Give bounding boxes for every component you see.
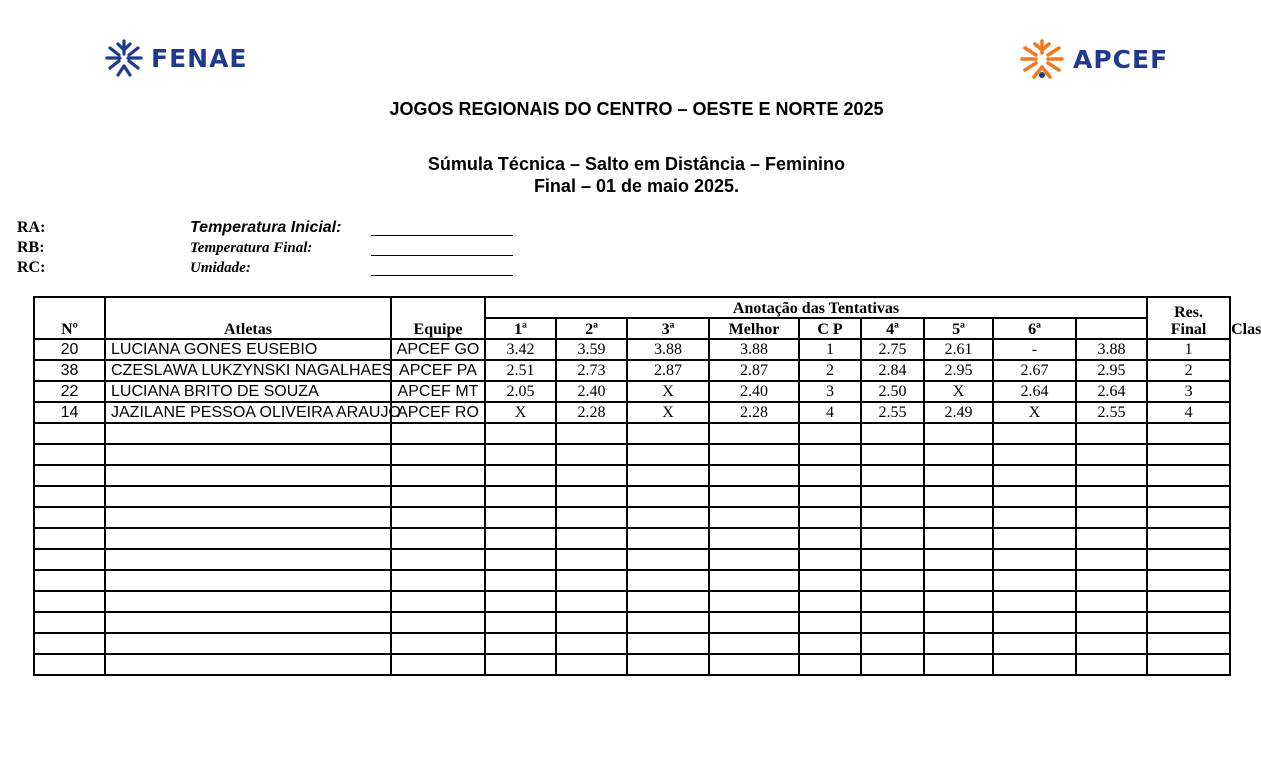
col-t2: 2ª <box>556 318 627 339</box>
empty-cell <box>993 465 1076 486</box>
empty-cell <box>861 465 924 486</box>
empty-cell <box>924 507 993 528</box>
temp-inicial-label: Temperatura Inicial: <box>190 219 342 236</box>
cell-res: 3.88 <box>1076 339 1147 360</box>
empty-cell <box>861 570 924 591</box>
empty-cell <box>485 528 556 549</box>
empty-cell <box>799 633 861 654</box>
empty-cell <box>924 528 993 549</box>
col-t3: 3ª <box>627 318 709 339</box>
empty-row <box>34 486 1230 507</box>
empty-cell <box>799 654 861 675</box>
empty-cell <box>627 612 709 633</box>
cell-equipe: APCEF RO <box>391 402 485 423</box>
empty-cell <box>556 528 627 549</box>
empty-cell <box>799 528 861 549</box>
empty-cell <box>556 423 627 444</box>
results-table <box>33 296 1261 676</box>
cell-melhor: 2.28 <box>709 402 799 423</box>
cell-t3: 2.87 <box>627 360 709 381</box>
cell-clas: 2 <box>1147 360 1230 381</box>
empty-cell <box>993 486 1076 507</box>
empty-cell <box>709 612 799 633</box>
empty-cell <box>485 423 556 444</box>
empty-row <box>34 507 1230 528</box>
cell-t3: X <box>627 402 709 423</box>
empty-cell <box>105 486 391 507</box>
cell-t6: 2.64 <box>993 381 1076 402</box>
empty-row <box>34 465 1230 486</box>
cell-cp: 2 <box>799 360 861 381</box>
empty-cell <box>993 591 1076 612</box>
cell-t2: 3.59 <box>556 339 627 360</box>
empty-cell <box>556 654 627 675</box>
document-date-line: Final – 01 de maio 2025. <box>533 176 740 196</box>
cell-t3: X <box>627 381 709 402</box>
empty-cell <box>627 654 709 675</box>
empty-cell <box>1147 570 1230 591</box>
apcef-star-icon <box>1019 38 1065 80</box>
empty-cell <box>709 528 799 549</box>
empty-cell <box>391 444 485 465</box>
col-melhor: Melhor <box>709 318 799 339</box>
cell-cp: 4 <box>799 402 861 423</box>
empty-cell <box>993 633 1076 654</box>
empty-cell <box>34 654 105 675</box>
apcef-logo <box>1019 38 1168 80</box>
cell-no: 14 <box>34 402 105 423</box>
col-res-final: Res. Final <box>1147 297 1230 339</box>
empty-cell <box>627 486 709 507</box>
empty-cell <box>391 507 485 528</box>
empty-cell <box>105 444 391 465</box>
empty-cell <box>861 591 924 612</box>
empty-cell <box>1076 591 1147 612</box>
empty-cell <box>993 654 1076 675</box>
cell-t4: 2.75 <box>861 339 924 360</box>
empty-cell <box>391 528 485 549</box>
empty-row <box>34 528 1230 549</box>
cell-atleta: CZESLAWA LUKZYNSKI NAGALHAES <box>105 360 391 381</box>
col-cp: C P <box>799 318 861 339</box>
empty-cell <box>993 528 1076 549</box>
cell-melhor: 2.40 <box>709 381 799 402</box>
cell-t4: 2.84 <box>861 360 924 381</box>
empty-cell <box>1076 465 1147 486</box>
empty-cell <box>485 591 556 612</box>
empty-cell <box>556 612 627 633</box>
col-t5: 5ª <box>924 318 993 339</box>
cell-melhor: 2.87 <box>709 360 799 381</box>
empty-cell <box>105 633 391 654</box>
empty-cell <box>391 423 485 444</box>
empty-cell <box>924 465 993 486</box>
cell-clas: 3 <box>1147 381 1230 402</box>
empty-cell <box>105 654 391 675</box>
table-row <box>34 402 1230 423</box>
cell-t1: 2.51 <box>485 360 556 381</box>
empty-cell <box>627 507 709 528</box>
empty-cell <box>799 444 861 465</box>
empty-cell <box>1076 612 1147 633</box>
empty-cell <box>924 486 993 507</box>
empty-cell <box>105 507 391 528</box>
empty-cell <box>105 591 391 612</box>
temp-inicial-blank <box>371 235 513 236</box>
empty-cell <box>993 549 1076 570</box>
empty-cell <box>391 570 485 591</box>
empty-row <box>34 612 1230 633</box>
empty-cell <box>1076 444 1147 465</box>
empty-cell <box>924 444 993 465</box>
col-t4: 4ª <box>861 318 924 339</box>
empty-cell <box>34 570 105 591</box>
empty-cell <box>34 486 105 507</box>
empty-cell <box>105 423 391 444</box>
empty-cell <box>485 444 556 465</box>
empty-cell <box>105 570 391 591</box>
cell-equipe: APCEF MT <box>391 381 485 402</box>
empty-cell <box>391 633 485 654</box>
empty-cell <box>1076 528 1147 549</box>
document-title: JOGOS REGIONAIS DO CENTRO – OESTE E NORTE 2025 <box>389 99 884 119</box>
cell-equipe: APCEF PA <box>391 360 485 381</box>
empty-cell <box>709 423 799 444</box>
cell-res: 2.55 <box>1076 402 1147 423</box>
fenae-brand: FENAE <box>151 43 248 73</box>
group-header-tentativas: Anotação das Tentativas <box>485 297 1147 318</box>
empty-row <box>34 423 1230 444</box>
cell-no: 38 <box>34 360 105 381</box>
empty-cell <box>556 591 627 612</box>
empty-cell <box>34 612 105 633</box>
empty-cell <box>709 591 799 612</box>
fenae-logo <box>105 38 248 78</box>
empty-cell <box>924 612 993 633</box>
umidade-blank <box>371 275 513 276</box>
empty-cell <box>709 465 799 486</box>
empty-cell <box>1147 654 1230 675</box>
empty-cell <box>485 570 556 591</box>
table-row <box>34 360 1230 381</box>
empty-row <box>34 549 1230 570</box>
empty-cell <box>709 549 799 570</box>
cell-t1: X <box>485 402 556 423</box>
empty-cell <box>627 465 709 486</box>
empty-cell <box>861 549 924 570</box>
empty-cell <box>924 549 993 570</box>
empty-cell <box>627 633 709 654</box>
apcef-brand: APCEF <box>1073 44 1169 74</box>
empty-cell <box>799 465 861 486</box>
cell-t3: 3.88 <box>627 339 709 360</box>
empty-cell <box>34 528 105 549</box>
empty-cell <box>627 423 709 444</box>
cell-melhor: 3.88 <box>709 339 799 360</box>
empty-cell <box>556 633 627 654</box>
empty-cell <box>391 591 485 612</box>
col-atletas: Atletas <box>105 297 391 339</box>
empty-cell <box>861 654 924 675</box>
empty-cell <box>709 444 799 465</box>
empty-cell <box>924 654 993 675</box>
cell-t5: 2.49 <box>924 402 993 423</box>
empty-cell <box>861 486 924 507</box>
empty-cell <box>485 486 556 507</box>
empty-cell <box>34 423 105 444</box>
empty-cell <box>391 654 485 675</box>
empty-row <box>34 444 1230 465</box>
empty-row <box>34 591 1230 612</box>
empty-cell <box>556 549 627 570</box>
empty-cell <box>799 507 861 528</box>
empty-cell <box>993 612 1076 633</box>
empty-cell <box>105 549 391 570</box>
empty-cell <box>799 486 861 507</box>
empty-cell <box>627 591 709 612</box>
empty-cell <box>709 486 799 507</box>
empty-cell <box>1147 465 1230 486</box>
empty-cell <box>924 633 993 654</box>
empty-cell <box>34 444 105 465</box>
empty-cell <box>799 570 861 591</box>
empty-cell <box>709 570 799 591</box>
cell-no: 22 <box>34 381 105 402</box>
fenae-star-icon <box>105 38 143 78</box>
empty-cell <box>485 465 556 486</box>
cell-t5: 2.95 <box>924 360 993 381</box>
empty-cell <box>485 549 556 570</box>
empty-cell <box>861 612 924 633</box>
empty-cell <box>391 465 485 486</box>
empty-cell <box>799 591 861 612</box>
cell-t2: 2.40 <box>556 381 627 402</box>
empty-cell <box>34 549 105 570</box>
rb-label: RB: <box>17 239 45 256</box>
empty-cell <box>709 507 799 528</box>
empty-cell <box>34 507 105 528</box>
empty-cell <box>485 633 556 654</box>
empty-cell <box>861 528 924 549</box>
cell-t1: 2.05 <box>485 381 556 402</box>
empty-cell <box>391 486 485 507</box>
empty-cell <box>993 444 1076 465</box>
empty-cell <box>1076 549 1147 570</box>
empty-cell <box>861 444 924 465</box>
cell-t5: 2.61 <box>924 339 993 360</box>
empty-cell <box>391 549 485 570</box>
empty-cell <box>993 570 1076 591</box>
cell-t6: X <box>993 402 1076 423</box>
empty-row <box>34 633 1230 654</box>
cell-res: 2.64 <box>1076 381 1147 402</box>
empty-cell <box>556 570 627 591</box>
empty-cell <box>485 654 556 675</box>
empty-cell <box>1076 507 1147 528</box>
cell-clas: 1 <box>1147 339 1230 360</box>
cell-equipe: APCEF GO <box>391 339 485 360</box>
col-t6: 6ª <box>993 318 1076 339</box>
temp-final-blank <box>371 255 513 256</box>
empty-cell <box>1076 423 1147 444</box>
empty-cell <box>105 465 391 486</box>
table-row <box>34 381 1230 402</box>
ra-label: RA: <box>17 219 46 236</box>
cell-atleta: LUCIANA BRITO DE SOUZA <box>105 381 391 402</box>
cell-t6: 2.67 <box>993 360 1076 381</box>
empty-cell <box>556 444 627 465</box>
empty-cell <box>799 423 861 444</box>
cell-t2: 2.28 <box>556 402 627 423</box>
empty-cell <box>391 612 485 633</box>
empty-cell <box>627 549 709 570</box>
empty-cell <box>627 570 709 591</box>
empty-cell <box>1147 444 1230 465</box>
empty-cell <box>556 465 627 486</box>
empty-cell <box>993 507 1076 528</box>
empty-cell <box>1147 507 1230 528</box>
empty-cell <box>627 528 709 549</box>
cell-t4: 2.55 <box>861 402 924 423</box>
empty-cell <box>1147 591 1230 612</box>
empty-cell <box>34 465 105 486</box>
empty-cell <box>1147 633 1230 654</box>
empty-cell <box>1147 549 1230 570</box>
empty-cell <box>627 444 709 465</box>
cell-t4: 2.50 <box>861 381 924 402</box>
empty-cell <box>1147 423 1230 444</box>
empty-cell <box>924 570 993 591</box>
empty-cell <box>1076 486 1147 507</box>
empty-cell <box>1076 654 1147 675</box>
empty-row <box>34 570 1230 591</box>
empty-cell <box>799 549 861 570</box>
empty-cell <box>1147 486 1230 507</box>
empty-cell <box>1076 633 1147 654</box>
cell-t5: X <box>924 381 993 402</box>
empty-cell <box>556 486 627 507</box>
empty-cell <box>993 423 1076 444</box>
cell-res: 2.95 <box>1076 360 1147 381</box>
cell-t2: 2.73 <box>556 360 627 381</box>
empty-cell <box>556 507 627 528</box>
umidade-label: Umidade: <box>190 260 251 276</box>
cell-cp: 1 <box>799 339 861 360</box>
document-subtitle: Súmula Técnica – Salto em Distância – Feminino <box>427 154 846 174</box>
cell-clas: 4 <box>1147 402 1230 423</box>
empty-cell <box>861 633 924 654</box>
empty-cell <box>861 507 924 528</box>
empty-cell <box>34 591 105 612</box>
empty-cell <box>861 423 924 444</box>
empty-cell <box>1147 612 1230 633</box>
empty-cell <box>485 507 556 528</box>
col-no: Nº <box>34 297 105 339</box>
cell-t1: 3.42 <box>485 339 556 360</box>
cell-atleta: JAZILANE PESSOA OLIVEIRA ARAUJO <box>105 402 391 423</box>
cell-atleta: LUCIANA GONES EUSEBIO <box>105 339 391 360</box>
cell-cp: 3 <box>799 381 861 402</box>
cell-t6: - <box>993 339 1076 360</box>
col-equipe: Equipe <box>391 297 485 339</box>
empty-cell <box>34 633 105 654</box>
header-row-top: Nº Atletas Equipe Anotação das Tentativas Res. Final Clas <box>34 297 1230 318</box>
empty-cell <box>1076 570 1147 591</box>
empty-cell <box>709 654 799 675</box>
empty-cell <box>105 528 391 549</box>
empty-cell <box>924 423 993 444</box>
rc-label: RC: <box>17 259 46 276</box>
empty-cell <box>1147 528 1230 549</box>
empty-cell <box>105 612 391 633</box>
empty-cell <box>924 591 993 612</box>
empty-cell <box>485 612 556 633</box>
col-t1: 1ª <box>485 318 556 339</box>
cell-no: 20 <box>34 339 105 360</box>
temp-final-label: Temperatura Final: <box>190 240 313 256</box>
empty-cell <box>799 612 861 633</box>
table-row <box>34 339 1230 360</box>
empty-row <box>34 654 1230 675</box>
empty-cell <box>709 633 799 654</box>
